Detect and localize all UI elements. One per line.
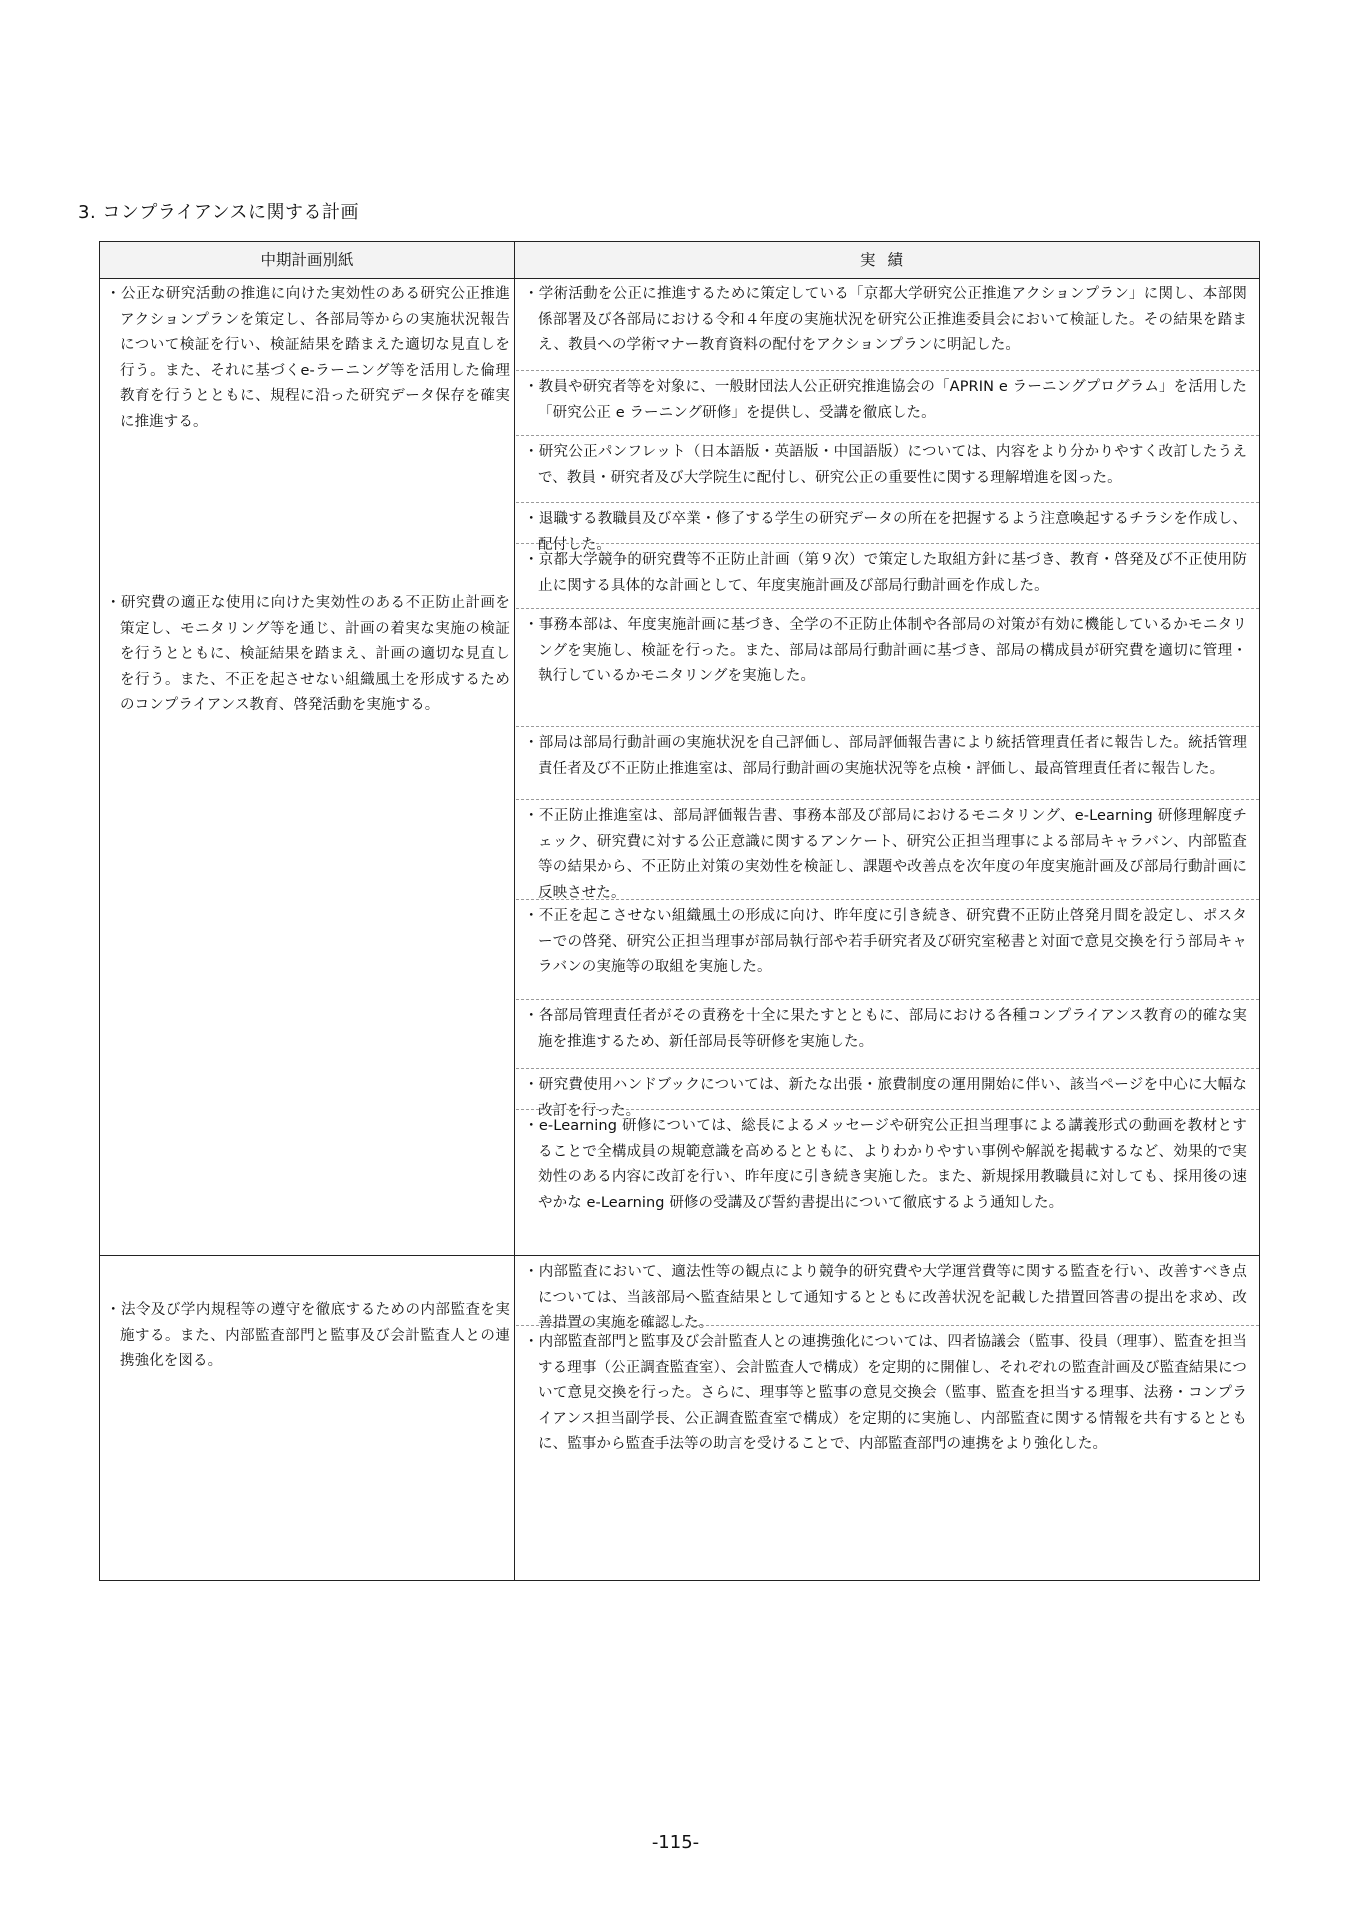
result-item bbox=[516, 1325, 1259, 1580]
result-text: ・各部局管理責任者がその責務を十全に果たすとともに、部局における各種コンプライアンス教育の的確な実施を推進するため、新任部局長等研修を実施した。 bbox=[524, 1008, 1247, 1050]
result-text: ・内部監査において、適法性等の観点により競争的研究費や大学運営費等に関する監査を行い、改善すべき点については、当該部局へ監査結果として通知するとともに改善状況を記載した措置回答書の提出を求め、改善措置の実施を確認した。 bbox=[524, 1264, 1247, 1331]
table-header-row bbox=[100, 242, 1259, 279]
section-title: 3. コンプライアンスに関する計画 bbox=[78, 202, 360, 223]
plan-text: ・研究費の適正な使用に向けた実効性のある不正防止計画を策定し、モニタリング等を通じ、計画の着実な実施の検証を行うとともに、検証結果を踏まえ、計画の適切な見直しを行う。また、不正を起させない組織風土を形成するためのコンプライアンス教育、啓発活動を実施する。 bbox=[106, 595, 510, 713]
plan-item-internal-audit bbox=[106, 1298, 510, 1375]
result-item bbox=[516, 608, 1259, 726]
result-item bbox=[516, 370, 1259, 435]
plan-text: ・法令及び学内規程等の遵守を徹底するための内部監査を実施する。また、内部監査部門と監事及び会計監査人との連携強化を図る。 bbox=[106, 1302, 510, 1369]
result-text: ・教員や研究者等を対象に、一般財団法人公正研究推進協会の「APRIN e ラーニングプログラム」を活用した「研究公正 e ラーニング研修」を提供し、受講を徹底した。 bbox=[524, 379, 1247, 421]
result-item bbox=[516, 435, 1259, 502]
result-text: ・研究費使用ハンドブックについては、新たな出張・旅費制度の運用開始に伴い、該当ページを中心に大幅な改訂を行った。 bbox=[524, 1077, 1247, 1119]
compliance-plan-table bbox=[99, 241, 1260, 1581]
result-item bbox=[516, 726, 1259, 799]
result-item bbox=[516, 799, 1259, 899]
plan-text: ・公正な研究活動の推進に向けた実効性のある研究公正推進アクションプランを策定し、各部局等からの実施状況報告について検証を行い、検証結果を踏まえた適切な見直しを行う。また、それに基づくe-ラーニング等を活用した倫理教育を行うとともに、規程に沿った研究データ保存を確実に推進する。 bbox=[106, 286, 510, 430]
result-item bbox=[516, 899, 1259, 999]
result-item bbox=[516, 1068, 1259, 1119]
plan-item-research-funds bbox=[106, 591, 510, 719]
header-results: 実績 bbox=[859, 251, 915, 269]
section-divider bbox=[100, 1255, 516, 1256]
result-text: ・不正を起こさせない組織風土の形成に向け、昨年度に引き続き、研究費不正防止啓発月間を設定し、ポスターでの啓発、研究公正担当理事が部局執行部や若手研究者及び研究室秘書と対面で意見交換を行う部局キャラバンの実施等の取組を実施した。 bbox=[524, 908, 1247, 975]
result-item bbox=[516, 502, 1259, 553]
result-item bbox=[516, 1109, 1259, 1255]
result-item bbox=[516, 1255, 1259, 1331]
result-text: ・退職する教職員及び卒業・修了する学生の研究データの所在を把握するよう注意喚起するチラシを作成し、配付した。 bbox=[524, 511, 1247, 553]
plan-item-research-integrity bbox=[106, 282, 510, 435]
result-text: ・e-Learning 研修については、総長によるメッセージや研究公正担当理事による講義形式の動画を教材とすることで全構成員の規範意識を高めるとともに、よりわかりやすい事例や解説を掲載するなど、効果的で実効性のある内容に改訂を行い、昨年度に引き続き実施した。また、新規採用教職員に対しても、採用後の速やかな e-Learning 研修の受講及び誓約書提出について徹底するよう通知した。 bbox=[524, 1118, 1247, 1211]
result-text: ・京都大学競争的研究費等不正防止計画（第９次）で策定した取組方針に基づき、教育・啓発及び不正使用防止に関する具体的な計画として、年度実施計画及び部局行動計画を作成した。 bbox=[524, 552, 1247, 594]
result-text: ・事務本部は、年度実施計画に基づき、全学の不正防止体制や各部局の対策が有効に機能しているかモニタリングを実施し、検証を行った。また、部局は部局行動計画に基づき、部局の構成員が研究費を適切に管理・執行しているかモニタリングを実施した。 bbox=[524, 617, 1247, 684]
column-divider bbox=[514, 242, 515, 1580]
result-text: ・研究公正パンフレット（日本語版・英語版・中国語版）については、内容をより分かりやすく改訂したうえで、教員・研究者及び大学院生に配付し、研究公正の重要性に関する理解増進を図った。 bbox=[524, 444, 1247, 486]
result-text: ・内部監査部門と監事及び会計監査人との連携強化については、四者協議会（監事、役員（理事）、監査を担当する理事（公正調査監査室）、会計監査人で構成）を定期的に開催し、それぞれの監査計画及び監査結果について意見交換を行った。さらに、理事等と監事の意見交換会（監事、監査を担当する理事、法務・コンプライアンス担当副学長、公正調査監査室で構成）を定期的に実施し、内部監査に関する情報を共有するとともに、監事から監査手法等の助言を受けることで、内部監査部門の連携をより強化した。 bbox=[524, 1334, 1247, 1452]
result-text: ・部局は部局行動計画の実施状況を自己評価し、部局評価報告書により統括管理責任者に報告した。統括管理責任者及び不正防止推進室は、部局行動計画の実施状況等を点検・評価し、最高管理責任者に報告した。 bbox=[524, 735, 1247, 777]
result-item bbox=[516, 278, 1259, 370]
header-mid-term-plan: 中期計画別紙 bbox=[260, 251, 354, 269]
result-text: ・不正防止推進室は、部局評価報告書、事務本部及び部局におけるモニタリング、e-Learning 研修理解度チェック、研究費に対する公正意識に関するアンケート、研究公正担当理事による部局キャラバン、内部監査等の結果から、不正防止対策の実効性を検証し、課題や改善点を次年度の年度実施計画及び部局行動計画に反映させた。 bbox=[524, 808, 1247, 901]
page-number: -115- bbox=[651, 1832, 700, 1853]
result-text: ・学術活動を公正に推進するために策定している「京都大学研究公正推進アクションプラン」に関し、本部関係部署及び各部局における令和４年度の実施状況を研究公正推進委員会において検証した。その結果を踏まえ、教員への学術マナー教育資料の配付をアクションプランに明記した。 bbox=[524, 286, 1247, 353]
result-item bbox=[516, 999, 1259, 1068]
result-item bbox=[516, 543, 1259, 608]
